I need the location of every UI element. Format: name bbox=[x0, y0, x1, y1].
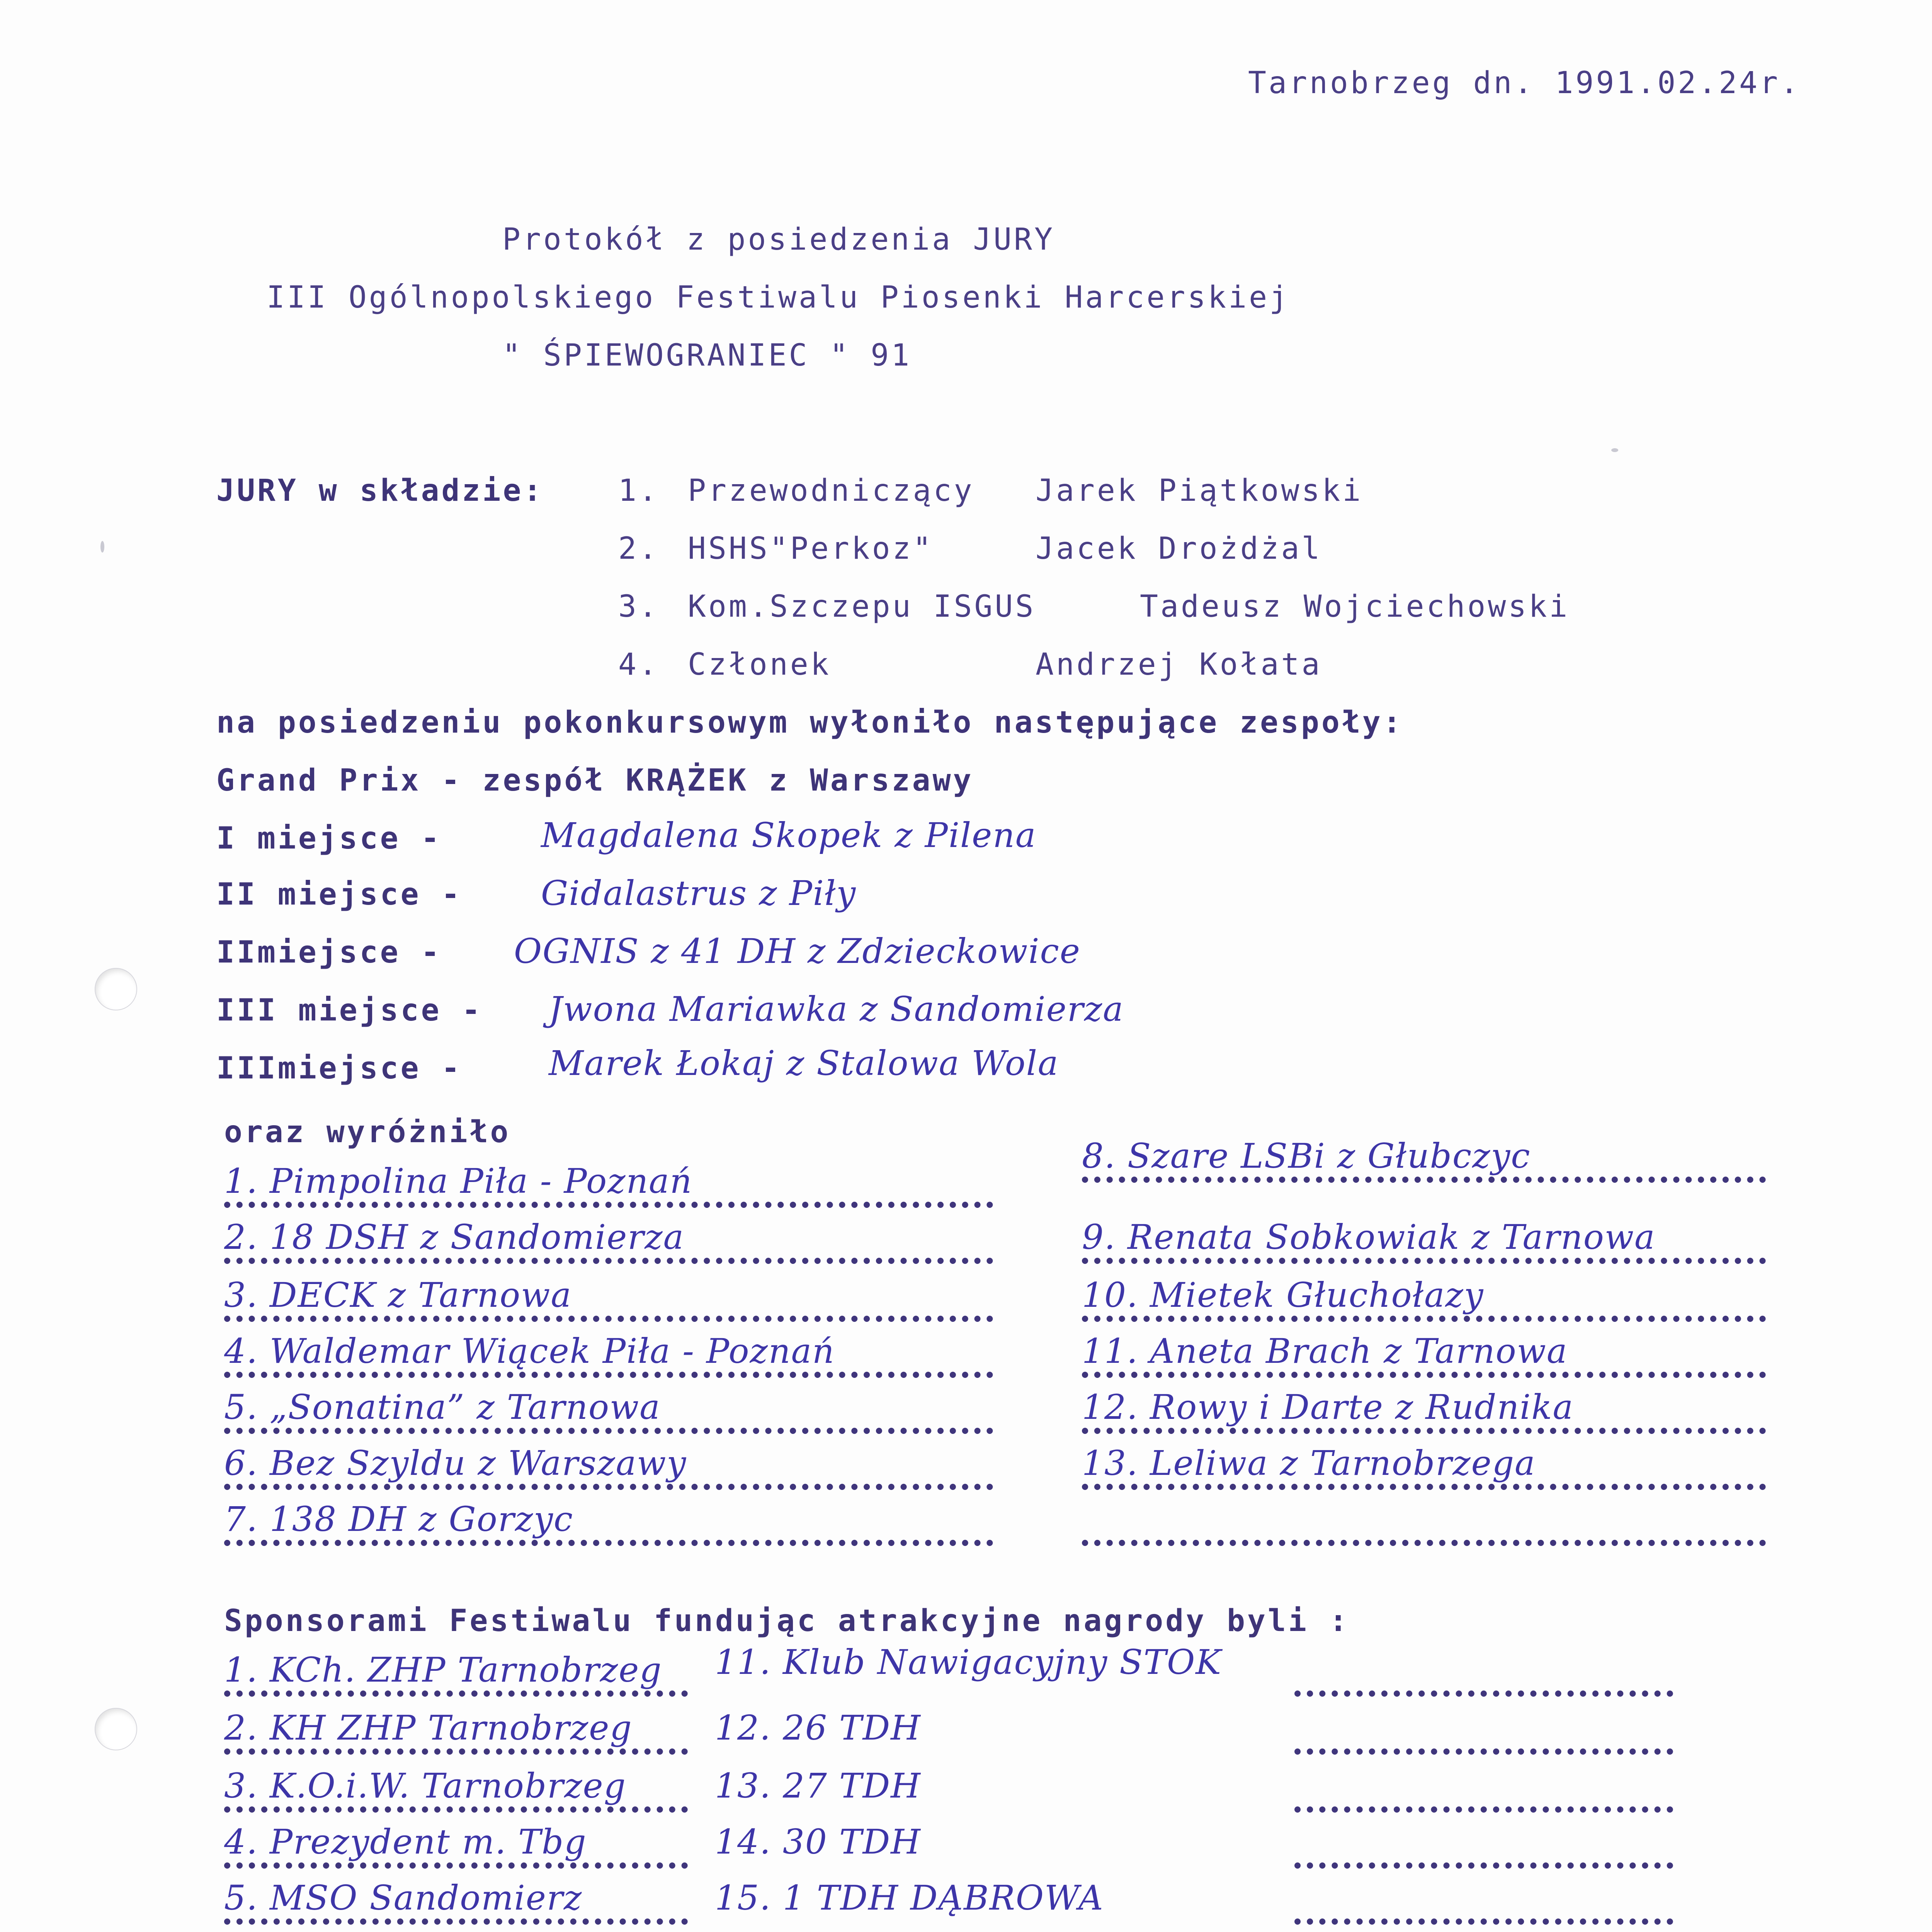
jury-member-role: Przewodniczący bbox=[688, 473, 975, 508]
place-date: Tarnobrzeg dn. 1991.02.24r. bbox=[1248, 66, 1801, 100]
title-line-2: III Ogólnopolskiego Festiwalu Piosenki Harcerskiej bbox=[267, 280, 1290, 315]
honorable-item: 2. 18 DSH z Sandomierza bbox=[224, 1217, 685, 1257]
place-value: Magdalena Skopek z Pilena bbox=[541, 815, 1037, 855]
fill-dots bbox=[1294, 1806, 1673, 1813]
place-value: OGNIS z 41 DH z Zdzieckowice bbox=[514, 931, 1081, 971]
jury-member-name: Jacek Drożdżal bbox=[1036, 531, 1322, 566]
sponsor-item: 1. KCh. ZHP Tarnobrzeg bbox=[224, 1650, 662, 1690]
place-label: III miejsce - bbox=[216, 993, 483, 1028]
sponsor-item: 13. 27 TDH bbox=[715, 1766, 921, 1806]
fill-dots bbox=[224, 1690, 688, 1697]
honorable-item: 9. Renata Sobkowiak z Tarnowa bbox=[1082, 1217, 1656, 1257]
honorable-item: 3. DECK z Tarnowa bbox=[224, 1275, 572, 1315]
fill-dots bbox=[1294, 1862, 1673, 1869]
paper-speck bbox=[1611, 448, 1618, 452]
fill-dots bbox=[1082, 1428, 1766, 1434]
fill-dots bbox=[1082, 1484, 1766, 1490]
jury-member-name: Jarek Piątkowski bbox=[1036, 473, 1363, 508]
fill-dots bbox=[1082, 1316, 1766, 1322]
jury-member-role: HSHS"Perkoz" bbox=[688, 531, 934, 566]
title-line-1: Protokół z posiedzenia JURY bbox=[502, 222, 1055, 257]
fill-dots bbox=[1082, 1258, 1766, 1264]
place-label: I miejsce - bbox=[216, 821, 442, 856]
honorable-item: 1. Pimpolina Piła - Poznań bbox=[224, 1161, 693, 1201]
place-label: IImiejsce - bbox=[216, 935, 442, 970]
fill-dots bbox=[1082, 1540, 1766, 1546]
fill-dots bbox=[224, 1806, 688, 1813]
binder-hole-top bbox=[95, 968, 137, 1010]
honorable-item: 11. Aneta Brach z Tarnowa bbox=[1082, 1331, 1568, 1371]
fill-dots bbox=[1294, 1918, 1673, 1925]
place-value: Gidalastrus z Piły bbox=[541, 873, 857, 913]
jury-member-num: 2. bbox=[618, 531, 659, 566]
honorable-item: 4. Waldemar Wiącek Piła - Poznań bbox=[224, 1331, 835, 1371]
place-label: IIImiejsce - bbox=[216, 1051, 462, 1086]
sponsor-item: 3. K.O.i.W. Tarnobrzeg bbox=[224, 1766, 626, 1806]
sponsor-item: 11. Klub Nawigacyjny STOK bbox=[715, 1642, 1222, 1682]
place-value: Jwona Mariawka z Sandomierza bbox=[549, 989, 1124, 1029]
binder-hole-bottom bbox=[95, 1708, 137, 1750]
fill-dots bbox=[224, 1748, 688, 1755]
honorable-intro: oraz wyróżniło bbox=[224, 1115, 511, 1150]
jury-member-name: Tadeusz Wojciechowski bbox=[1140, 589, 1570, 624]
honorable-item: 8. Szare LSBi z Głubczyc bbox=[1082, 1136, 1531, 1176]
jury-member-num: 3. bbox=[618, 589, 659, 624]
sponsor-item: 4. Prezydent m. Tbg bbox=[224, 1822, 587, 1862]
fill-dots bbox=[224, 1428, 993, 1434]
sponsor-item: 12. 26 TDH bbox=[715, 1708, 921, 1748]
jury-intro: JURY w składzie: bbox=[216, 473, 544, 508]
fill-dots bbox=[224, 1540, 993, 1546]
honorable-item: 10. Mietek Głuchołazy bbox=[1082, 1275, 1484, 1315]
honorable-item: 13. Leliwa z Tarnobrzega bbox=[1082, 1443, 1536, 1483]
fill-dots bbox=[224, 1372, 993, 1378]
honorable-item: 7. 138 DH z Gorzyc bbox=[224, 1499, 574, 1539]
place-value: Marek Łokaj z Stalowa Wola bbox=[549, 1043, 1059, 1083]
fill-dots bbox=[224, 1316, 993, 1322]
fill-dots bbox=[224, 1202, 993, 1208]
sponsor-item: 15. 1 TDH DĄBROWA bbox=[715, 1878, 1104, 1918]
title-line-3: " ŚPIEWOGRANIEC " 91 bbox=[502, 338, 912, 373]
fill-dots bbox=[1294, 1690, 1673, 1697]
jury-member-role: Kom.Szczepu ISGUS bbox=[688, 589, 1036, 624]
fill-dots bbox=[1294, 1748, 1673, 1755]
fill-dots bbox=[224, 1258, 993, 1264]
fill-dots bbox=[224, 1918, 688, 1925]
fill-dots bbox=[224, 1484, 993, 1490]
sponsors-intro: Sponsorami Festiwalu fundując atrakcyjne nagrody byli : bbox=[224, 1604, 1350, 1638]
jury-member-num: 4. bbox=[618, 647, 659, 682]
jury-member-num: 1. bbox=[618, 473, 659, 508]
honorable-item: 6. Bez Szyldu z Warszawy bbox=[224, 1443, 687, 1483]
jury-outro: na posiedzeniu pokonkursowym wyłoniło następujące zespoły: bbox=[216, 705, 1403, 740]
sponsor-item: 5. MSO Sandomierz bbox=[224, 1878, 583, 1918]
jury-member-role: Członek bbox=[688, 647, 831, 682]
honorable-item: 12. Rowy i Darte z Rudnika bbox=[1082, 1387, 1574, 1427]
grand-prix: Grand Prix - zespół KRĄŻEK z Warszawy bbox=[216, 763, 974, 798]
sponsor-item: 14. 30 TDH bbox=[715, 1822, 921, 1862]
sponsor-item: 2. KH ZHP Tarnobrzeg bbox=[224, 1708, 633, 1748]
honorable-item: 5. „Sonatina” z Tarnowa bbox=[224, 1387, 661, 1427]
fill-dots bbox=[224, 1862, 688, 1869]
paper-speck bbox=[100, 541, 104, 553]
fill-dots bbox=[1082, 1372, 1766, 1378]
place-label: II miejsce - bbox=[216, 877, 462, 912]
fill-dots bbox=[1082, 1177, 1766, 1183]
jury-member-name: Andrzej Kołata bbox=[1036, 647, 1322, 682]
